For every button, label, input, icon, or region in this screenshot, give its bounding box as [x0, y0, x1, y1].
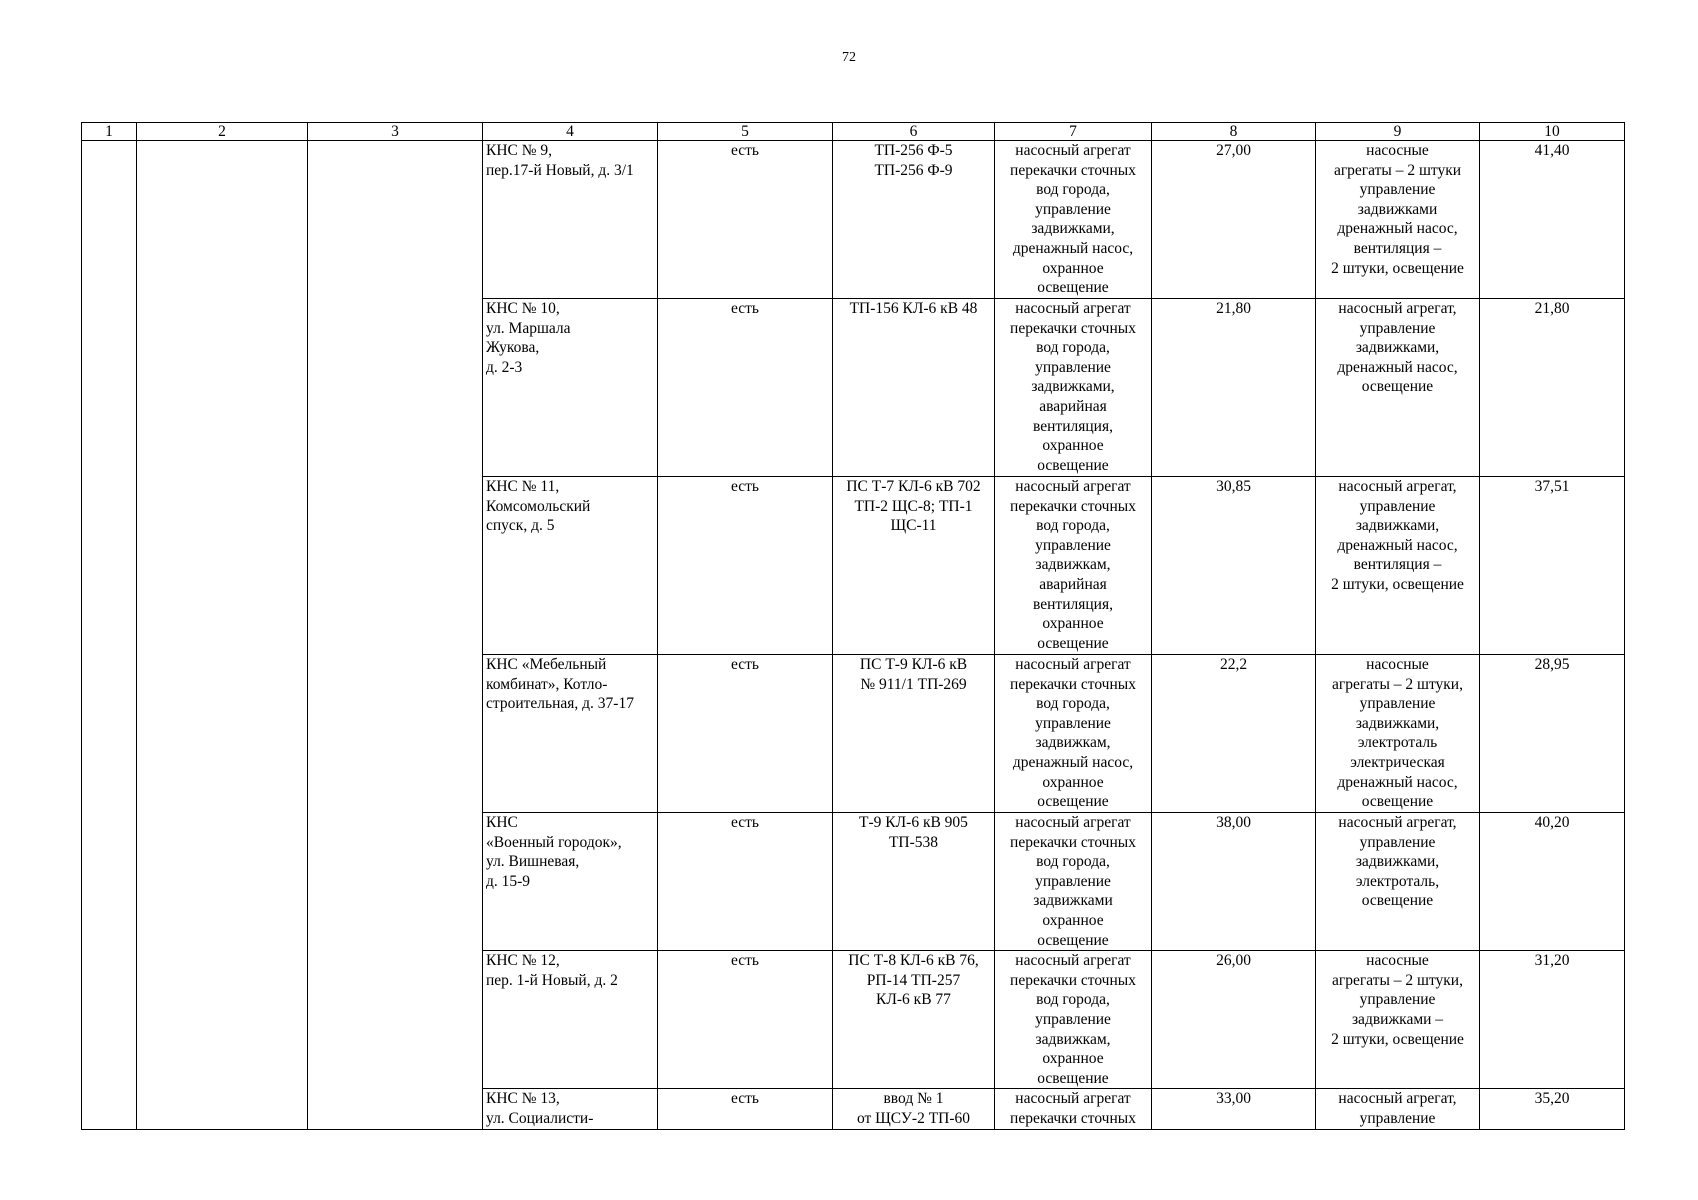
column-header: 4	[483, 123, 658, 141]
empty-merged-cell	[82, 141, 137, 1130]
power-supply-cell: ПС Т-7 КЛ-6 кВ 702 ТП-2 ЩС-8; ТП-1 ЩС-11	[833, 477, 995, 655]
power-value-cell: 26,00	[1152, 951, 1316, 1089]
purpose-cell: насосный агрегат перекачки сточных вод города, управление задвижкам, аварийная вентиляция, охранное освещение	[995, 477, 1152, 655]
presence-cell: есть	[658, 1089, 833, 1129]
equipment-cell: насосный агрегат, управление задвижками, дренажный насос, освещение	[1316, 299, 1480, 477]
column-header: 2	[137, 123, 308, 141]
station-name-cell: КНС № 9, пер.17-й Новый, д. 3/1	[483, 141, 658, 299]
purpose-cell: насосный агрегат перекачки сточных вод города, управление задвижкам, охранное освещение	[995, 951, 1152, 1089]
power-supply-cell: ПС Т-9 КЛ-6 кВ № 911/1 ТП-269	[833, 655, 995, 813]
power-total-cell: 35,20	[1480, 1089, 1625, 1129]
column-header: 7	[995, 123, 1152, 141]
equipment-cell: насосный агрегат, управление задвижками, электроталь, освещение	[1316, 813, 1480, 951]
empty-merged-cell	[308, 141, 483, 1130]
station-name-cell: КНС № 12, пер. 1-й Новый, д. 2	[483, 951, 658, 1089]
power-value-cell: 38,00	[1152, 813, 1316, 951]
purpose-cell: насосный агрегат перекачки сточных вод города, управление задвижкам, дренажный насос, охранное освещение	[995, 655, 1152, 813]
presence-cell: есть	[658, 141, 833, 299]
power-total-cell: 41,40	[1480, 141, 1625, 299]
column-header: 5	[658, 123, 833, 141]
column-header: 8	[1152, 123, 1316, 141]
power-value-cell: 22,2	[1152, 655, 1316, 813]
station-name-cell: КНС «Мебельный комбинат», Котло- строительная, д. 37-17	[483, 655, 658, 813]
equipment-cell: насосный агрегат, управление задвижками, дренажный насос, вентиляция – 2 штуки, освещение	[1316, 477, 1480, 655]
column-header: 10	[1480, 123, 1625, 141]
presence-cell: есть	[658, 655, 833, 813]
power-value-cell: 27,00	[1152, 141, 1316, 299]
purpose-cell: насосный агрегат перекачки сточных вод города, управление задвижками, аварийная вентиляция, охранное освещение	[995, 299, 1152, 477]
power-supply-cell: Т-9 КЛ-6 кВ 905 ТП-538	[833, 813, 995, 951]
purpose-cell: насосный агрегат перекачки сточных	[995, 1089, 1152, 1129]
power-total-cell: 28,95	[1480, 655, 1625, 813]
power-value-cell: 33,00	[1152, 1089, 1316, 1129]
column-header: 3	[308, 123, 483, 141]
station-name-cell: КНС № 13, ул. Социалисти-	[483, 1089, 658, 1129]
equipment-cell: насосные агрегаты – 2 штуки, управление задвижками, электроталь электрическая дренажный насос, освещение	[1316, 655, 1480, 813]
power-supply-cell: ТП-156 КЛ-6 кВ 48	[833, 299, 995, 477]
power-supply-cell: ТП-256 Ф-5 ТП-256 Ф-9	[833, 141, 995, 299]
power-value-cell: 30,85	[1152, 477, 1316, 655]
station-name-cell: КНС № 10, ул. Маршала Жукова, д. 2-3	[483, 299, 658, 477]
presence-cell: есть	[658, 477, 833, 655]
equipment-cell: насосные агрегаты – 2 штуки, управление задвижками – 2 штуки, освещение	[1316, 951, 1480, 1089]
column-number-row	[82, 123, 1625, 141]
purpose-cell: насосный агрегат перекачки сточных вод города, управление задвижками, дренажный насос, охранное освещение	[995, 141, 1152, 299]
power-total-cell: 40,20	[1480, 813, 1625, 951]
column-header: 6	[833, 123, 995, 141]
presence-cell: есть	[658, 299, 833, 477]
station-name-cell: КНС № 11, Комсомольский спуск, д. 5	[483, 477, 658, 655]
column-header: 1	[82, 123, 137, 141]
purpose-cell: насосный агрегат перекачки сточных вод города, управление задвижками охранное освещение	[995, 813, 1152, 951]
empty-merged-cell	[137, 141, 308, 1130]
presence-cell: есть	[658, 813, 833, 951]
equipment-cell: насосный агрегат, управление	[1316, 1089, 1480, 1129]
power-total-cell: 37,51	[1480, 477, 1625, 655]
page-number: 72	[842, 50, 856, 65]
column-header: 9	[1316, 123, 1480, 141]
table-row	[82, 141, 1625, 299]
equipment-cell: насосные агрегаты – 2 штуки управление задвижками дренажный насос, вентиляция – 2 штуки, освещение	[1316, 141, 1480, 299]
station-name-cell: КНС «Военный городок», ул. Вишневая, д. 15-9	[483, 813, 658, 951]
equipment-table	[81, 122, 1625, 1130]
power-total-cell: 21,80	[1480, 299, 1625, 477]
power-total-cell: 31,20	[1480, 951, 1625, 1089]
power-value-cell: 21,80	[1152, 299, 1316, 477]
power-supply-cell: ПС Т-8 КЛ-6 кВ 76, РП-14 ТП-257 КЛ-6 кВ 77	[833, 951, 995, 1089]
presence-cell: есть	[658, 951, 833, 1089]
power-supply-cell: ввод № 1 от ЩСУ-2 ТП-60	[833, 1089, 995, 1129]
